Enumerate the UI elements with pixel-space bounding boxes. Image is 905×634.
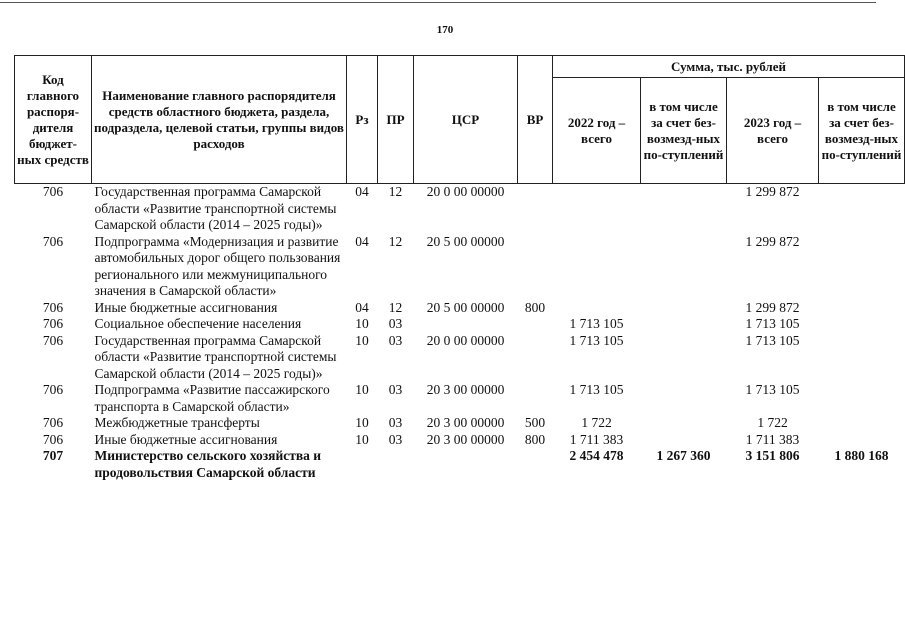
header-2023-total: 2023 год – всего: [727, 78, 819, 184]
header-kod: Код главного распоря-дителя бюджет-ных средств: [15, 56, 92, 184]
cell-2023-total: 3 151 806: [745, 448, 800, 463]
cell-rz: 10: [355, 431, 369, 447]
table-row: [15, 316, 905, 333]
cell-2022-total: 1 711 383: [569, 431, 624, 447]
cell-2023-free: [819, 333, 905, 383]
cell-csr: 20 3 00 00000: [426, 431, 505, 447]
cell-2022-total: [553, 300, 641, 317]
cell-2023-total: 1 711 383: [745, 431, 800, 447]
header-rz: Рз: [347, 56, 378, 184]
cell-2023-free: [819, 382, 905, 415]
header-csr: ЦСР: [414, 56, 518, 184]
cell-2023-total: 1 713 105: [745, 332, 800, 348]
cell-pr: 03: [388, 415, 403, 430]
cell-kod: 706: [42, 431, 64, 447]
cell-2022-total: 1 722: [581, 415, 612, 430]
cell-2022-total: [553, 234, 641, 300]
cell-csr: 20 0 00 00000: [426, 184, 505, 199]
cell-vr: [518, 448, 553, 481]
cell-csr: [414, 448, 518, 481]
cell-csr: 20 5 00 00000: [426, 299, 505, 315]
header-name: Наименование главного распорядителя средств областного бюджета, раздела, подраздела, целевой статьи, группы видов расходов: [92, 56, 347, 184]
cell-kod: 706: [42, 382, 64, 397]
cell-2022-free: [641, 382, 727, 415]
table-row: [15, 382, 905, 415]
cell-2023-total: 1 299 872: [745, 184, 800, 199]
cell-2022-free: [641, 333, 727, 383]
cell-vr: [518, 333, 553, 383]
cell-vr: [518, 382, 553, 415]
cell-vr: 800: [524, 431, 546, 447]
cell-pr: 03: [388, 332, 403, 348]
cell-2022-free: 1 267 360: [656, 448, 711, 463]
header-sum-group: Сумма, тыс. рублей: [553, 56, 905, 78]
cell-pr: 12: [388, 233, 403, 249]
cell-2023-free: [819, 415, 905, 432]
cell-2023-free: [819, 316, 905, 333]
table-row: [15, 448, 905, 481]
cell-2022-free: [641, 300, 727, 317]
cell-csr: 20 3 00 00000: [426, 415, 505, 430]
cell-2022-free: [641, 415, 727, 432]
table-row: [15, 415, 905, 432]
table-row: [15, 432, 905, 449]
cell-2022-free: [641, 184, 727, 234]
cell-pr: [378, 448, 414, 481]
cell-2023-total: 1 722: [757, 415, 788, 430]
cell-rz: [347, 448, 378, 481]
table-row: [15, 184, 905, 234]
cell-2023-total: 1 299 872: [745, 299, 800, 315]
cell-2022-total: 1 713 105: [569, 382, 624, 397]
table-body: [15, 184, 905, 482]
cell-rz: 04: [355, 184, 369, 199]
cell-rz: 10: [355, 415, 369, 430]
cell-2022-free: [641, 316, 727, 333]
table-row: [15, 333, 905, 383]
cell-2023-free: [819, 432, 905, 449]
cell-vr: 800: [524, 299, 546, 315]
cell-2023-free: [819, 184, 905, 234]
cell-pr: 03: [388, 316, 403, 331]
cell-name: Иные бюджетные ассигнования: [94, 431, 278, 447]
budget-table: [14, 55, 905, 481]
cell-kod: 707: [42, 448, 64, 463]
cell-2023-total: 1 713 105: [745, 382, 800, 397]
cell-kod: 706: [42, 415, 64, 430]
cell-csr: 20 5 00 00000: [426, 233, 505, 249]
cell-rz: 10: [355, 382, 369, 397]
cell-name: Министерство сельского хозяйства и продовольствия Самарской области: [94, 448, 322, 480]
cell-pr: 03: [388, 382, 403, 397]
cell-csr: 20 0 00 00000: [426, 332, 505, 348]
cell-2022-free: [641, 432, 727, 449]
cell-kod: 706: [42, 299, 64, 315]
cell-rz: 10: [355, 316, 369, 331]
cell-name: Подпрограмма «Модернизация и развитие автомобильных дорог общего пользования регионального или межмуниципального значения в Самарской области»: [94, 233, 341, 298]
cell-pr: 12: [388, 299, 403, 315]
cell-2023-free: 1 880 168: [834, 448, 889, 463]
header-2022-free: в том числе за счет без-возмезд-ных по-ступлений: [641, 78, 727, 184]
header-pr: ПР: [378, 56, 414, 184]
cell-csr: 20 3 00 00000: [426, 382, 505, 397]
cell-2022-total: [553, 184, 641, 234]
cell-2022-free: [641, 234, 727, 300]
cell-rz: 04: [355, 299, 369, 315]
cell-2023-free: [819, 300, 905, 317]
cell-vr: [518, 316, 553, 333]
cell-pr: 12: [388, 184, 403, 199]
cell-kod: 706: [42, 184, 64, 199]
table-row: [15, 300, 905, 317]
cell-2023-free: [819, 234, 905, 300]
cell-vr: 500: [524, 415, 546, 430]
header-2022-total: 2022 год – всего: [553, 78, 641, 184]
header-2023-free: в том числе за счет без-возмезд-ных по-ступлений: [819, 78, 905, 184]
page-number: 170: [436, 24, 454, 36]
cell-rz: 10: [355, 332, 369, 348]
cell-kod: 706: [42, 332, 64, 348]
cell-vr: [518, 184, 553, 234]
cell-2023-total: 1 299 872: [745, 233, 800, 249]
cell-name: Социальное обеспечение населения: [94, 316, 302, 331]
cell-kod: 706: [42, 316, 64, 331]
top-rule: [0, 2, 876, 3]
cell-kod: 706: [42, 233, 64, 249]
cell-2022-total: 2 454 478: [569, 448, 624, 463]
cell-name: Подпрограмма «Развитие пассажирского транспорта в Самарской области»: [94, 382, 330, 414]
cell-name: Межбюджетные трансферты: [94, 415, 260, 430]
cell-name: Иные бюджетные ассигнования: [94, 299, 278, 315]
cell-2022-total: 1 713 105: [569, 316, 624, 331]
cell-name: Государственная программа Самарской области «Развитие транспортной системы Самарской области (2014 – 2025 годы)»: [94, 332, 337, 381]
table-row: [15, 234, 905, 300]
cell-2023-total: 1 713 105: [745, 316, 800, 331]
cell-name: Государственная программа Самарской области «Развитие транспортной системы Самарской области (2014 – 2025 годы)»: [94, 184, 337, 232]
cell-vr: [518, 234, 553, 300]
cell-2022-total: 1 713 105: [569, 332, 624, 348]
cell-pr: 03: [388, 431, 403, 447]
cell-csr: [414, 316, 518, 333]
cell-rz: 04: [355, 233, 369, 249]
header-vr: ВР: [518, 56, 553, 184]
